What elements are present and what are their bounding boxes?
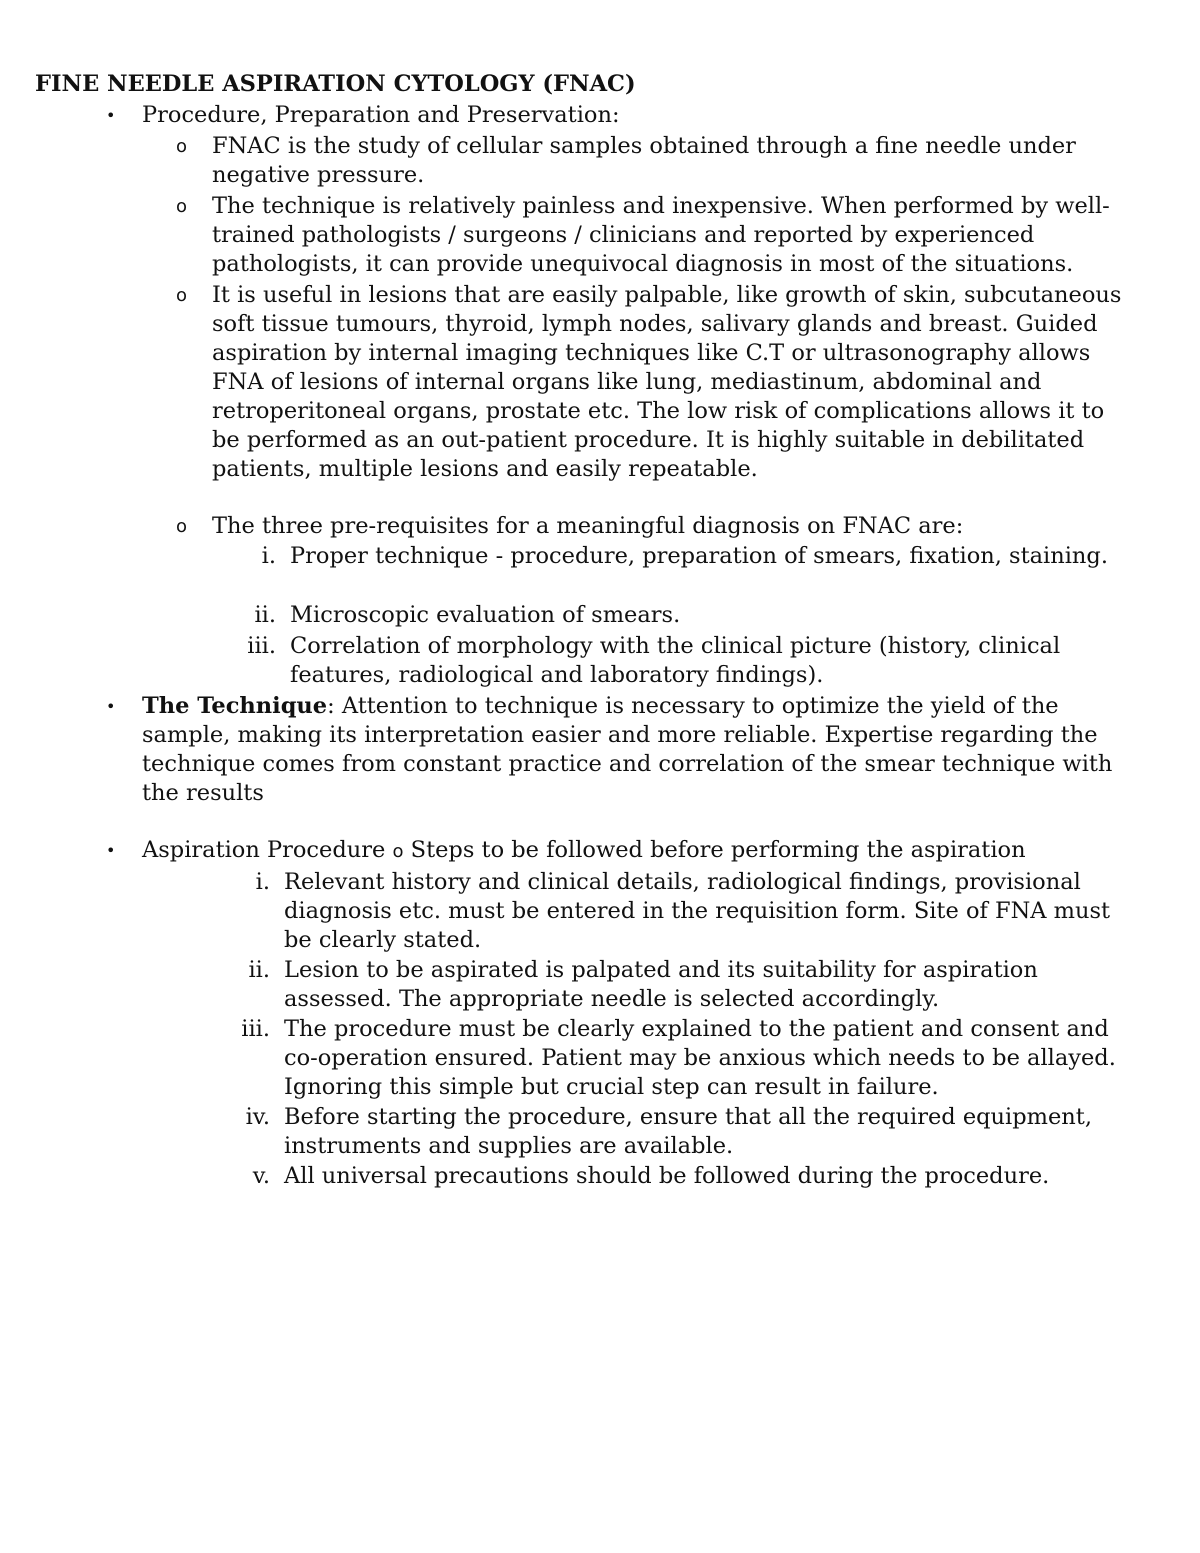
aspiration-sublabel: Steps to be followed before performing the aspiration bbox=[410, 837, 1026, 863]
roman-numeral: ii. bbox=[254, 602, 276, 628]
list-item-text: The technique is relatively painless and inexpensive. When performed by well-trained pathologists / surgeons / clinicians and reported by experienced pathologists, it can provide unequivocal diagnosis in most of the situations. bbox=[212, 193, 1110, 277]
roman-numeral: iii. bbox=[241, 1016, 270, 1042]
bullet: • bbox=[106, 841, 116, 860]
prerequisite-item bbox=[212, 542, 1132, 571]
section-procedure bbox=[106, 101, 1166, 130]
aspiration-label: Aspiration Procedure bbox=[142, 837, 386, 863]
sub-bullet: o bbox=[176, 516, 188, 537]
step-text: Lesion to be aspirated is palpated and its suitability for aspiration assessed. The appropriate needle is selected accordingly. bbox=[284, 957, 1038, 1012]
list-item bbox=[176, 192, 1136, 279]
sub-bullet: o bbox=[176, 285, 188, 306]
bullet: • bbox=[106, 106, 116, 125]
inline-sub-bullet: o bbox=[392, 841, 404, 862]
list-item-text: The three pre-requisites for a meaningful diagnosis on FNAC are: bbox=[212, 513, 964, 539]
technique-paragraph bbox=[142, 692, 1136, 808]
step-item bbox=[212, 1015, 1132, 1102]
prerequisite-text: Proper technique - procedure, preparation of smears, fixation, staining. bbox=[290, 543, 1108, 569]
prerequisite-item bbox=[212, 632, 1132, 690]
roman-numeral: v. bbox=[252, 1163, 270, 1189]
sub-bullet: o bbox=[176, 196, 188, 217]
sub-bullet: o bbox=[176, 136, 188, 157]
prerequisite-item bbox=[212, 601, 1132, 630]
step-item bbox=[212, 868, 1132, 955]
technique-label: The Technique bbox=[142, 693, 328, 719]
document-title: FINE NEEDLE ASPIRATION CYTOLOGY (FNAC) bbox=[35, 71, 636, 97]
section-technique bbox=[106, 692, 1136, 808]
list-item-text: FNAC is the study of cellular samples obtained through a fine needle under negative pressure. bbox=[212, 133, 1076, 188]
section-heading: Procedure, Preparation and Preservation: bbox=[142, 102, 620, 128]
list-item bbox=[176, 281, 1136, 484]
list-item bbox=[176, 132, 1136, 190]
bullet: • bbox=[106, 697, 116, 716]
roman-numeral: i. bbox=[261, 543, 276, 569]
technique-text: : Attention to technique is necessary to optimize the yield of the sample, making its interpretation easier and more reliable. Expertise regarding the technique comes from constant practice and correlation of the smear technique with the results bbox=[142, 693, 1113, 806]
roman-numeral: ii. bbox=[248, 957, 270, 983]
step-item bbox=[212, 1103, 1132, 1161]
prerequisite-text: Correlation of morphology with the clinical picture (history, clinical features, radiological and laboratory findings). bbox=[290, 633, 1061, 688]
step-text: The procedure must be clearly explained to the patient and consent and co-operation ensured. Patient may be anxious which needs to be allayed. Ignoring this simple but crucial step can result in failure. bbox=[284, 1016, 1116, 1100]
step-item bbox=[212, 956, 1132, 1014]
roman-numeral: i. bbox=[255, 869, 270, 895]
list-item-text: It is useful in lesions that are easily palpable, like growth of skin, subcutaneous soft tissue tumours, thyroid, lymph nodes, salivary glands and breast. Guided aspiration by internal imaging techniques like C.T or ultrasonography allows FNA of lesions of internal organs like lung, mediastinum, abdominal and retroperitoneal organs, prostate etc. The low risk of complications allows it to be performed as an out-patient procedure. It is highly suitable in debilitated patients, multiple lesions and easily repeatable. bbox=[212, 282, 1122, 482]
step-item bbox=[212, 1162, 1132, 1191]
step-text: Relevant history and clinical details, radiological findings, provisional diagnosis etc. must be entered in the requisition form. Site of FNA must be clearly stated. bbox=[284, 869, 1111, 953]
list-item bbox=[176, 512, 1136, 541]
roman-numeral: iii. bbox=[247, 633, 276, 659]
step-text: Before starting the procedure, ensure that all the required equipment, instruments and supplies are available. bbox=[284, 1104, 1092, 1159]
aspiration-heading bbox=[142, 836, 1166, 866]
prerequisite-text: Microscopic evaluation of smears. bbox=[290, 602, 681, 628]
section-aspiration bbox=[106, 836, 1166, 866]
roman-numeral: iv. bbox=[245, 1104, 270, 1130]
step-text: All universal precautions should be followed during the procedure. bbox=[284, 1163, 1050, 1189]
